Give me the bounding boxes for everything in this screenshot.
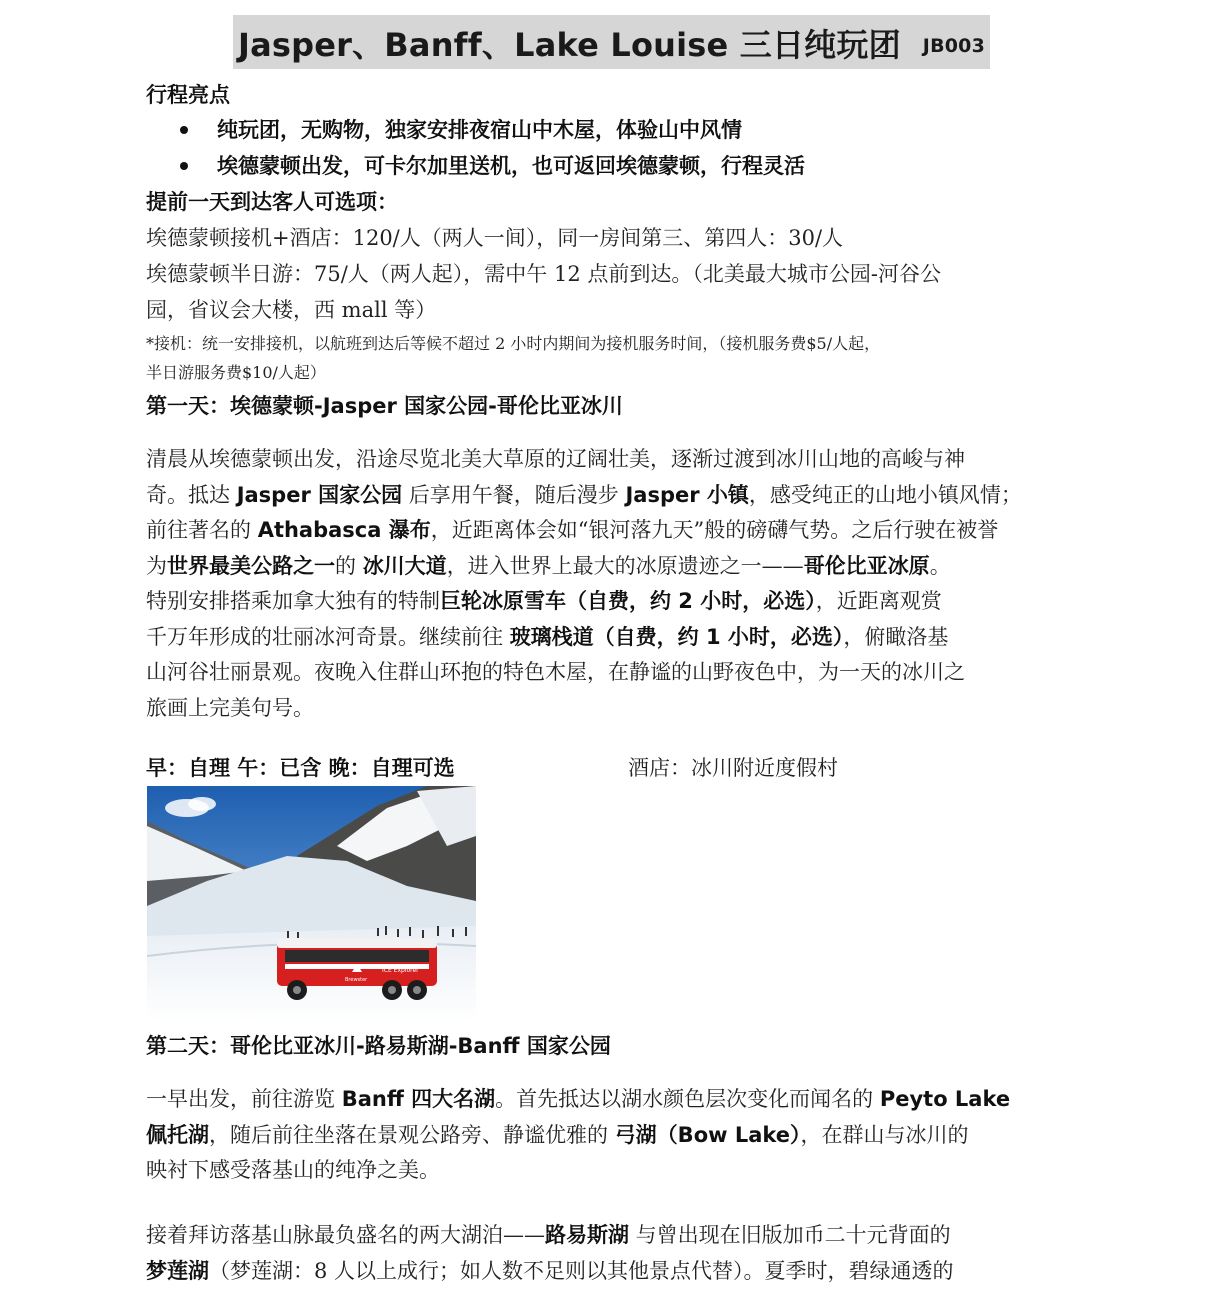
bullet-dot-icon: [180, 162, 188, 170]
bullet-dot-icon: [180, 126, 188, 134]
option-half-day-tour: 埃德蒙顿半日游：75/人（两人起），需中午 12 点前到达。（北美最大城市公园-河谷公: [146, 262, 941, 286]
text-line: 佩托湖，随后前往坐落在景观公路旁、静谧优雅的 弓湖（Bow Lake），在群山与冰川的: [146, 1122, 969, 1147]
bus-label: ICE Explorer: [382, 967, 419, 974]
text-line: 接着拜访落基山脉最负盛名的两大湖泊——路易斯湖 与曾出现在旧版加币二十元背面的: [146, 1223, 951, 1247]
day1-meals: 早：自理 午：已含 晚：自理可选: [146, 756, 455, 780]
text-line: 旅画上完美句号。: [146, 695, 314, 720]
text-line: 山河谷壮丽景观。夜晚入住群山环抱的特色木屋，在静谧的山野夜色中，为一天的冰川之: [146, 660, 965, 684]
option-pickup-hotel: 埃德蒙顿接机+酒店：120/人（两人一间），同一房间第三、第四人：30/人: [146, 226, 844, 250]
text-line: 清晨从埃德蒙顿出发，沿途尽览北美大草原的辽阔壮美，逐渐过渡到冰川山地的高峻与神: [146, 447, 965, 471]
banff-lakes-highlight: Banff 四大名湖: [341, 1087, 496, 1111]
text-line: 奇。抵达 Jasper 国家公园 后享用午餐，随后漫步 Jasper 小镇，感受纯正的山地小镇风情；: [146, 482, 1022, 507]
highlights-heading: 行程亮点: [146, 83, 230, 107]
jasper-park-highlight: Jasper 国家公园: [236, 482, 403, 507]
text-line: 前往著名的 Athabasca 瀑布，近距离体会如“银河落九天”般的磅礴气势。之后行驶在被誉: [146, 518, 999, 542]
text-line: 一早出发，前往游览 Banff 四大名湖。首先抵达以湖水颜色层次变化而闻名的 Peyto Lake: [146, 1087, 1011, 1111]
day2-description-2: [146, 1218, 1086, 1289]
bow-lake-highlight: 弓湖（Bow Lake）: [614, 1122, 801, 1147]
moraine-lake-highlight: 梦莲湖: [146, 1258, 209, 1283]
day2-heading: 第二天：哥伦比亚冰川-路易斯湖-Banff 国家公园: [146, 1034, 611, 1058]
text-line: 梦莲湖（梦莲湖：8 人以上成行；如人数不足则以其他景点代替）。夏季时，碧绿通透的: [146, 1258, 954, 1283]
day2-description-1: [146, 1082, 1086, 1189]
text-line: 映衬下感受落基山的纯净之美。: [146, 1158, 440, 1182]
bus-brand: Brewster: [345, 977, 368, 983]
pickup-note: *接机：统一安排接机，以航班到达后等候不超过 2 小时内期间为接机服务时间，（接机服务费$5/人起，: [146, 334, 881, 353]
glacier-photo: [147, 786, 476, 1022]
ice-explorer-highlight: 巨轮冰原雪车（自费，约 2 小时，必选）: [440, 589, 816, 613]
skywalk-highlight: 玻璃栈道（自费，约 1 小时，必选）: [509, 624, 844, 649]
text-line: 特别安排搭乘加拿大独有的特制巨轮冰原雪车（自费，约 2 小时，必选），近距离观赏: [146, 589, 942, 613]
options-heading: 提前一天到达客人可选项：: [146, 190, 398, 214]
highlight-item: 纯玩团，无购物，独家安排夜宿山中木屋，体验山中风情: [217, 118, 742, 142]
glacier-illustration: [147, 786, 476, 1022]
day1-hotel: 酒店：冰川附近度假村: [628, 756, 838, 780]
highlight-item: 埃德蒙顿出发，可卡尔加里送机，也可返回埃德蒙顿，行程灵活: [217, 154, 805, 178]
day1-heading: 第一天：埃德蒙顿-Jasper 国家公园-哥伦比亚冰川: [146, 394, 623, 418]
text-line: 为世界最美公路之一的 冰川大道，进入世界上最大的冰原遗迹之一——哥伦比亚冰原。: [146, 553, 951, 578]
peyto-lake-highlight: 佩托湖: [146, 1122, 209, 1147]
pickup-note-cont: 半日游服务费$10/人起）: [146, 363, 326, 382]
tour-code: JB003: [922, 35, 986, 57]
page-title: [233, 16, 990, 70]
text-line: 千万年形成的壮丽冰河奇景。继续前往 玻璃栈道（自费，约 1 小时，必选），俯瞰洛基: [146, 624, 949, 649]
lake-louise-highlight: 路易斯湖: [545, 1223, 629, 1247]
athabasca-falls-highlight: Athabasca 瀑布: [257, 518, 431, 542]
title-text: Jasper、Banff、Lake Louise 三日纯玩团: [237, 26, 901, 64]
jasper-town-highlight: Jasper 小镇: [625, 482, 749, 507]
option-half-day-tour-cont: 园，省议会大楼，西 mall 等）: [146, 298, 437, 322]
day1-description: [146, 442, 1086, 726]
